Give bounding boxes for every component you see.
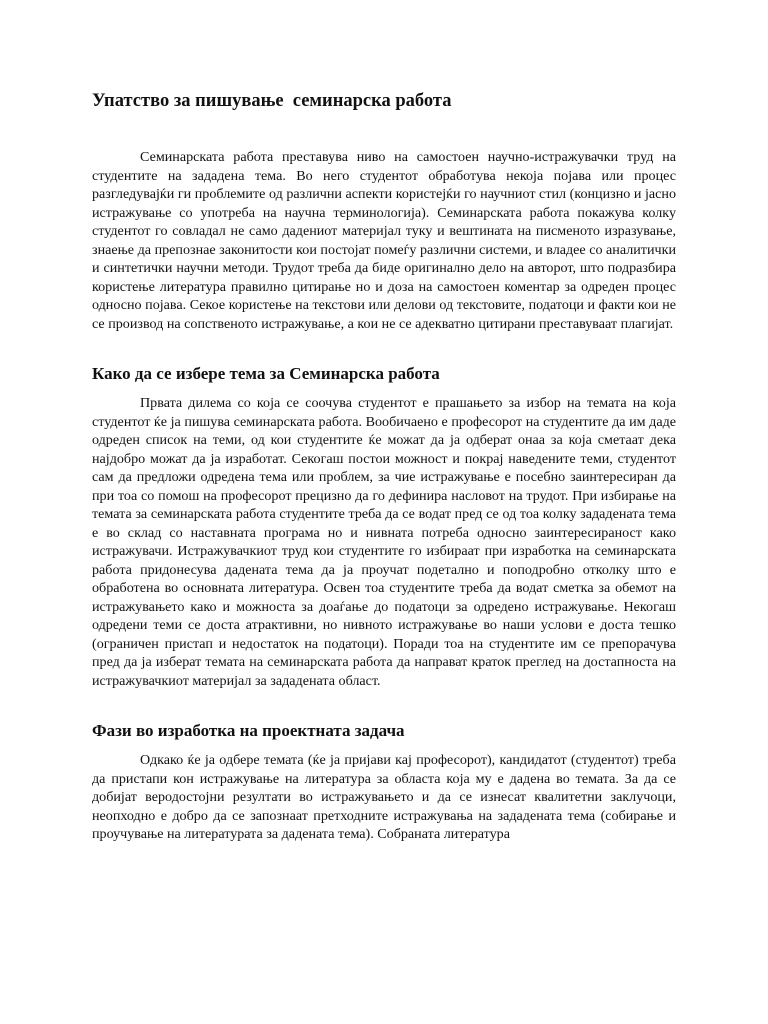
intro-paragraph: Семинарската работа преставува ниво на самостоен научно-истражувачки труд на студентите на зададена тема. Во него студентот обработува некоја појава или процес разгледувајќи ги проблемите од различни аспекти користејќи го научниот стил (концизно и јасно истражување со употреба на научна терминологија). Семинарската работа покажува колку студентот го совладал не само дадениот материјал туку и вештината на писменото изразување, знаење да препознае законитости кои постојат помеѓу различни системи, и владее со аналитички и синтетички научни методи. Трудот треба да биде оригинално дело на авторот, што подразбира користење литература правилно цитирање но и доза на самостоен коментар за одреден процес односно појава. Секое користење на текстови или делови од текстовите, податоци и факти кои не се производ на сопственото истражување, а кои не се адекватно цитирани преставуваат плагијат.: [92, 149, 676, 332]
section-heading-topic-choice: Како да се избере тема за Семинарска работа: [92, 364, 440, 383]
phases-paragraph: Одкако ќе ја одбере темата (ќе ја пријави кај професорот), кандидатот (студентот) треба да пристапи кон истражување на литература за областа која му е дадена во темата. За да се добијат веродостојни резултати во истражувањето и да се изнесат квалитетни заклучоци, неопходно е добро да се запознаат претходните истражувања на зададената тема (собирање и проучување на литературата за дадената тема). Собраната литература: [92, 752, 676, 842]
section-heading-phases: Фази во изработка на проектната задача: [92, 721, 405, 740]
topic-choice-paragraph: Првата дилема со која се соочува студентот е прашањето за избор на темата на која студентот ќе ја пишува семинарската работа. Вообичаено е професорот на студентите да им даде одреден список на теми, од кои студентите ќе можат да ја одберат онаа за која сметаат дека најдобро можат да ја изработат. Секогаш постои можност и покрај наведените теми, студентот сам да предложи одредена тема или проблем, за чие истражување е посебно заинтересиран да при тоа со помош на професорот прецизно да го дефинира насловот на трудот. При избирање на темата за семинарската работа студентите треба да се водат пред се од тоа колку зададената тема е во склад со наставната програма но и нивната потреба односно заинтересираност како истражувачи. Истражувачкиот труд кои студентите го избираат при изработка на семинарската работа придонесува дадената тема да ја проучат подетално и поподробно отколку што е обработена во основната литература. Освен тоа студентите треба да водат сметка за обемот на истражувањето како и можноста за доаѓање до податоци за одредено истражување. Некогаш одредени теми се доста атрактивни, но нивното истражување во наши услови е доста тешко (ограничен пристап и недостаток на податоци). Поради тоа на студентите им се препорачува пред да ја изберат темата на семинарската работа да направат краток преглед на достапноста на истражувачкиот материјал за зададената област.: [92, 395, 676, 689]
document-title: Упатство за пишување семинарска работа: [92, 91, 452, 111]
document-page: [92, 88, 676, 844]
